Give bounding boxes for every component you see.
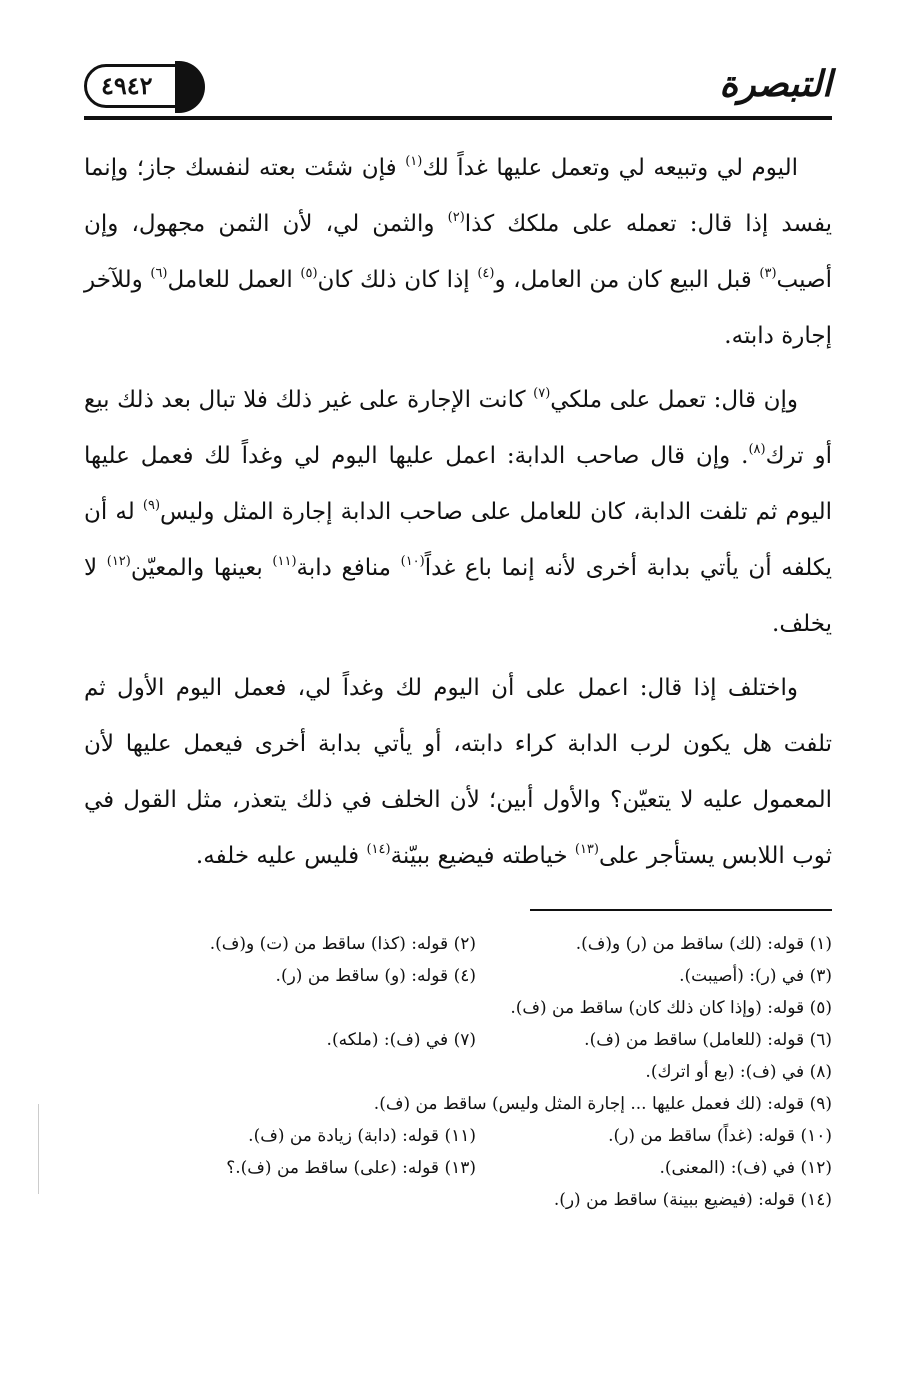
- text-run: فليس عليه خلفه.: [195, 843, 367, 869]
- text-run: خياطته فيضيع ببيّنة: [390, 843, 575, 869]
- footnote-ref[interactable]: (١٠): [400, 554, 425, 569]
- page-header: [84, 60, 832, 118]
- text-run: بعينها والمعيّن: [130, 555, 273, 581]
- footnote: (٢) قوله: (كذا) ساقط من (ت) و(ف).: [209, 934, 476, 954]
- footnote-row: [120, 1056, 832, 1088]
- text-run: قبل البيع كان من العامل، و: [494, 267, 760, 293]
- footnote-row: [120, 1088, 832, 1120]
- footnote-ref[interactable]: (١٢): [106, 554, 131, 569]
- footnote-row: [120, 1024, 832, 1056]
- footnote-row: [120, 992, 832, 1024]
- footnote: (١٤) قوله: (فيضيع ببينة) ساقط من (ر).: [553, 1190, 832, 1210]
- footnote-ref[interactable]: (٨): [748, 442, 766, 457]
- text-run: وللآخر إجارة دابته.: [84, 267, 832, 349]
- footnotes-separator: [530, 909, 832, 911]
- footnote: (٦) قوله: (للعامل) ساقط من (ف).: [584, 1030, 832, 1050]
- footnote-ref[interactable]: (٧): [533, 386, 551, 401]
- text-run: كانت الإجارة على غير ذلك فلا تبال بعد ذلك بيع أو ترك: [84, 387, 832, 469]
- text-run: إذا كان ذلك كان: [317, 267, 478, 293]
- text-run: منافع دابة: [296, 555, 401, 581]
- footnote-ref[interactable]: (٥): [300, 266, 318, 281]
- footnote-ref[interactable]: (٢): [447, 210, 465, 225]
- footnote-row: [120, 1120, 832, 1152]
- footnote-ref[interactable]: (١٣): [574, 842, 599, 857]
- footnote-ref[interactable]: (٣): [759, 266, 777, 281]
- footnote-ref[interactable]: (١١): [272, 554, 297, 569]
- footnote-row: [120, 960, 832, 992]
- paragraph-3: [84, 660, 832, 884]
- footnote: (٣) في (ر): (أصيبت).: [679, 966, 832, 986]
- footnote-row: [120, 928, 832, 960]
- footnote: (٧) في (ف): (ملكه).: [326, 1030, 476, 1050]
- text-run: وإن قال: تعمل على ملكي: [550, 387, 799, 413]
- main-text: [84, 140, 832, 892]
- footnote-ref[interactable]: (٦): [150, 266, 168, 281]
- scan-margin-mark: [38, 1104, 41, 1194]
- footnote-ref[interactable]: (٤): [477, 266, 495, 281]
- text-run: له أن يكلفه أن يأتي بدابة أخرى لأنه إنما باع غداً: [84, 499, 832, 581]
- footnote: (٤) قوله: (و) ساقط من (ر).: [275, 966, 476, 986]
- page-number-badge: [84, 64, 202, 108]
- book-title: التبصرة: [719, 63, 832, 105]
- text-run: والثمن لي، لأن الثمن مجهول، وإن أصيب: [84, 211, 832, 293]
- footnote: (١١) قوله: (دابة) زيادة من (ف).: [248, 1126, 476, 1146]
- text-run: . وإن قال صاحب الدابة: اعمل عليها اليوم لي وغداً لك فعمل عليها اليوم ثم تلفت الدابة، كان للعامل على صاحب الدابة إجارة المثل وليس: [84, 443, 832, 525]
- footnote-row: [120, 1184, 832, 1216]
- footnote: (١) قوله: (لك) ساقط من (ر) و(ف).: [575, 934, 832, 954]
- text-run: اليوم لي وتبيعه لي وتعمل عليها غداً لك: [422, 155, 799, 181]
- text-run: فإن شئت بعته لنفسك جاز؛ وإنما يفسد إذا قال: تعمله على ملكك كذا: [84, 155, 832, 237]
- footnote: (١٠) قوله: (غداً) ساقط من (ر).: [608, 1126, 832, 1146]
- footnote: (١٣) قوله: (على) ساقط من (ف).؟: [226, 1158, 476, 1178]
- footnote: (٨) في (ف): (بع أو اترك).: [645, 1062, 832, 1082]
- paragraph-2: [84, 372, 832, 652]
- footnote-ref[interactable]: (١٤): [366, 842, 391, 857]
- footnote-ref[interactable]: (١): [405, 154, 423, 169]
- paragraph-1: [84, 140, 832, 364]
- footnote-ref[interactable]: (٩): [142, 498, 161, 513]
- footnote-row: [120, 1152, 832, 1184]
- header-rule: [84, 116, 832, 120]
- text-run: لا يخلف.: [84, 555, 832, 637]
- page-number: ٤٩٤٢: [101, 71, 153, 100]
- footnote: (٩) قوله: (لك فعمل عليها ... إجارة المثل وليس) ساقط من (ف).: [373, 1094, 832, 1114]
- footnote: (١٢) في (ف): (المعنى).: [659, 1158, 832, 1178]
- text-run: العمل للعامل: [167, 267, 301, 293]
- text-run: واختلف إذا قال: اعمل على أن اليوم لك وغداً لي، فعمل اليوم الأول ثم تلفت هل يكون لرب الدابة كراء دابته، أو يأتي بدابة أخرى فيعمل عليها لأن المعمول عليه لا يتعيّن؟ والأول أبين؛ لأن الخلف في ذلك يتعذر، مثل القول في ثوب اللابس يستأجر على: [84, 675, 832, 869]
- footnote: (٥) قوله: (وإذا كان ذلك كان) ساقط من (ف).: [510, 998, 832, 1018]
- footnotes: [120, 928, 832, 1216]
